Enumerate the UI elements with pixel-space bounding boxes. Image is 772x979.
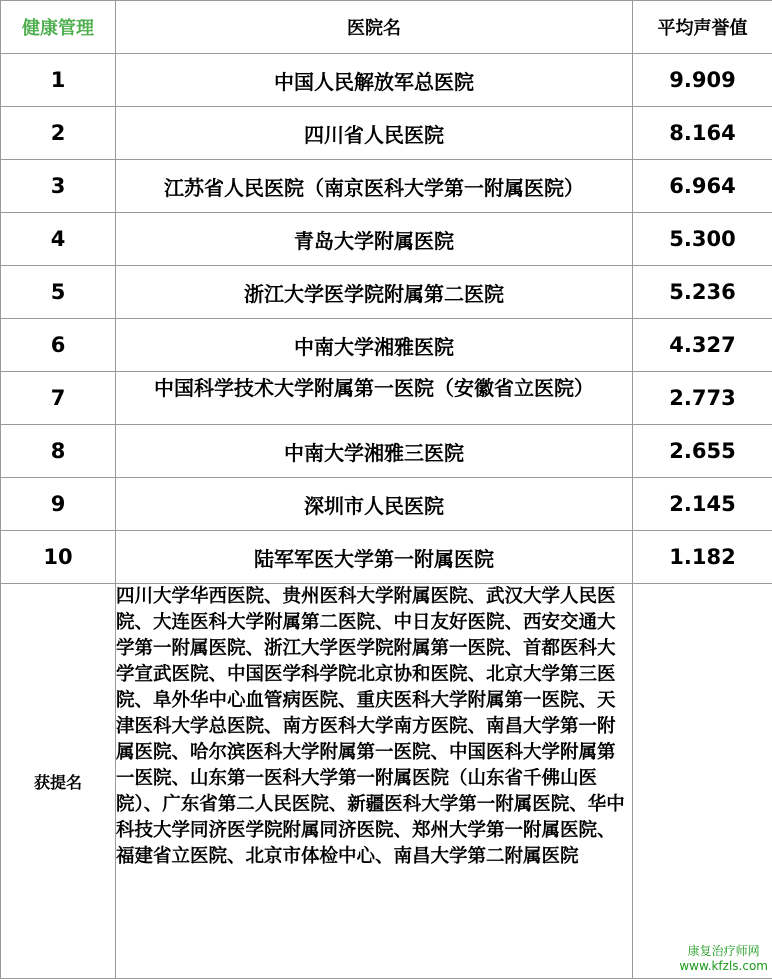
nominee-list: 四川大学华西医院、贵州医科大学附属医院、武汉大学人民医院、大连医科大学附属第二医院、中日友好医院、西安交通大学第一附属医院、浙江大学医学院附属第一医院、首都医科大学宣武医院、中国医学科学院北京协和医院、北京大学第三医院、阜外华中心血管病医院、重庆医科大学附属第一医院、天津医科大学总医院、南方医科大学南方医院、南昌大学第一附属医院、哈尔滨医科大学附属第一医院、中国医科大学附属第一医院、山东第一医科大学第一附属医院（山东省千佛山医院）、广东省第二人民医院、新疆医科大学第一附属医院、华中科技大学同济医学院附属同济医院、郑州大学第一附属医院、福建省立医院、北京市体检中心、南昌大学第二附属医院 (116, 584, 633, 979)
hospital-name-cell: 四川省人民医院 (116, 107, 633, 160)
nominee-row (1, 584, 772, 979)
table-row (1, 107, 772, 160)
hospital-name-cell: 江苏省人民医院（南京医科大学第一附属医院） (116, 160, 633, 213)
table-row (1, 531, 772, 584)
table-row (1, 372, 772, 425)
watermark-line-2: www.kfzls.com (679, 959, 768, 974)
rank-cell: 4 (1, 213, 116, 266)
rank-cell: 8 (1, 425, 116, 478)
score-cell: 1.182 (633, 531, 772, 584)
score-cell: 5.300 (633, 213, 772, 266)
rank-cell: 6 (1, 319, 116, 372)
rank-cell: 3 (1, 160, 116, 213)
score-cell: 9.909 (633, 54, 772, 107)
rank-cell: 9 (1, 478, 116, 531)
hospital-column-header: 医院名 (116, 1, 633, 54)
hospital-name-text: 中国科学技术大学附属第一医院（安徽省立医院） (116, 373, 632, 423)
table-row (1, 319, 772, 372)
rank-cell: 7 (1, 372, 116, 425)
table-row (1, 213, 772, 266)
hospital-name-cell: 浙江大学医学院附属第二医院 (116, 266, 633, 319)
table-row (1, 425, 772, 478)
rank-cell: 5 (1, 266, 116, 319)
score-cell: 2.145 (633, 478, 772, 531)
rank-cell: 1 (1, 54, 116, 107)
hospital-name-cell: 中国人民解放军总医院 (116, 54, 633, 107)
rank-cell: 10 (1, 531, 116, 584)
rank-cell: 2 (1, 107, 116, 160)
hospital-name-cell (116, 372, 633, 425)
hospital-name-cell: 中南大学湘雅三医院 (116, 425, 633, 478)
site-watermark (679, 944, 768, 974)
header-row (1, 1, 772, 54)
score-cell: 2.655 (633, 425, 772, 478)
nominee-label: 获提名 (1, 584, 116, 979)
table-row (1, 160, 772, 213)
score-cell: 2.773 (633, 372, 772, 425)
table-row (1, 478, 772, 531)
hospital-name-cell: 深圳市人民医院 (116, 478, 633, 531)
nominee-score-cell (633, 584, 772, 979)
hospital-name-cell: 中南大学湘雅医院 (116, 319, 633, 372)
score-cell: 6.964 (633, 160, 772, 213)
score-cell: 4.327 (633, 319, 772, 372)
watermark-line-1: 康复治疗师网 (679, 944, 768, 959)
table-row (1, 54, 772, 107)
hospital-name-cell: 陆军军医大学第一附属医院 (116, 531, 633, 584)
brand-label: 健康管理 (1, 1, 116, 54)
score-column-header: 平均声誉值 (633, 1, 772, 54)
table-row (1, 266, 772, 319)
score-cell: 5.236 (633, 266, 772, 319)
score-cell: 8.164 (633, 107, 772, 160)
hospital-name-cell: 青岛大学附属医院 (116, 213, 633, 266)
